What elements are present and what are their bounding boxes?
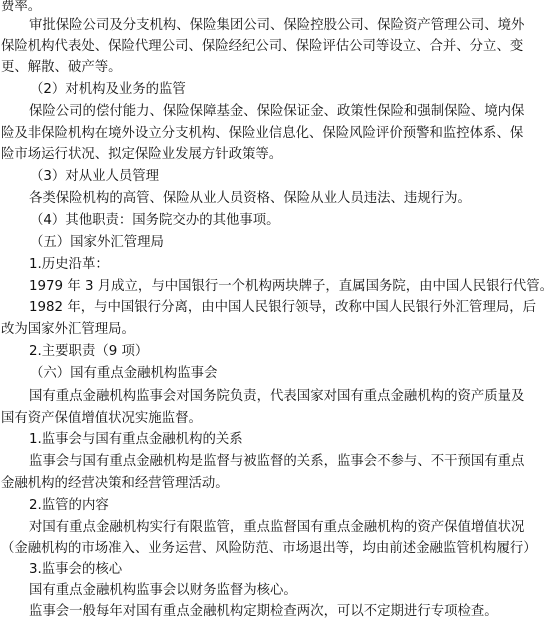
section-heading: （2）对机构及业务的监管 [30,82,186,97]
text-line: （金融机构的市场准入、业务运营、风险防范、市场退出等，均由前述金融监管机构履行） [1,541,537,556]
text-line: 监事会与国有重点金融机构是监督与被监督的关系，监事会不参与、不干预国有重点 [29,454,525,469]
text-line: 费率。 [1,0,42,14]
section-heading: 2.主要职责（9 项） [29,344,149,359]
section-heading: 1.历史沿革： [29,257,109,272]
text-line: 保险公司的偿付能力、保险保障基金、保险保证金、政策性保险和强制保险、境内保 [29,104,525,119]
section-heading: 3.监事会的核心 [29,562,123,577]
section-heading: 2.监管的内容 [29,498,109,513]
text-line: 金融机构的经营决策和经营管理活动。 [1,476,229,491]
text-line: 1982 年，与中国银行分离，由中国人民银行领导，改称中国人民银行外汇管理局，后 [29,300,537,315]
text-line: 国有资产保值增值状况实施监督。 [1,411,202,426]
text-line: （4）其他职责：国务院交办的其他事项。 [30,213,280,228]
text-line: 对国有重点金融机构实行有限监管，重点监督国有重点金融机构的资产保值增值状况 [29,520,525,535]
section-heading: （六）国有重点金融机构监事会 [30,366,218,381]
text-line: 保险机构代表处、保险代理公司、保险经纪公司、保险评估公司等设立、合并、分立、变 [1,39,524,54]
section-heading: 1.监事会与国有重点金融机构的关系 [29,432,243,447]
text-line: 险及非保险机构在境外设立分支机构、保险业信息化、保险风险评价预警和监控体系、保 [1,126,524,141]
text-line: 审批保险公司及分支机构、保险集团公司、保险控股公司、保险资产管理公司、境外 [29,18,525,33]
text-line: 监事会一般每年对国有重点金融机构定期检查两次，可以不定期进行专项检查。 [29,604,498,619]
section-heading: （五）国家外汇管理局 [30,235,164,250]
text-line: 改为国家外汇管理局。 [1,322,135,337]
text-line: 国有重点金融机构监事会对国务院负责，代表国家对国有重点金融机构的资产质量及 [29,389,525,404]
text-line: 各类保险机构的高管、保险从业人员资格、保险从业人员违法、违规行为。 [29,191,471,206]
text-line: 国有重点金融机构监事会以财务监督为核心。 [29,583,297,598]
text-line: 险市场运行状况、拟定保险业发展方针政策等。 [1,147,283,162]
section-heading: （3）对从业人员管理 [30,169,160,184]
text-line: 1979 年 3 月成立，与中国银行一个机构两块牌子，直属国务院，由中国人民银行代管。 [29,279,554,294]
text-line: 更、解散、破产等。 [1,60,122,75]
